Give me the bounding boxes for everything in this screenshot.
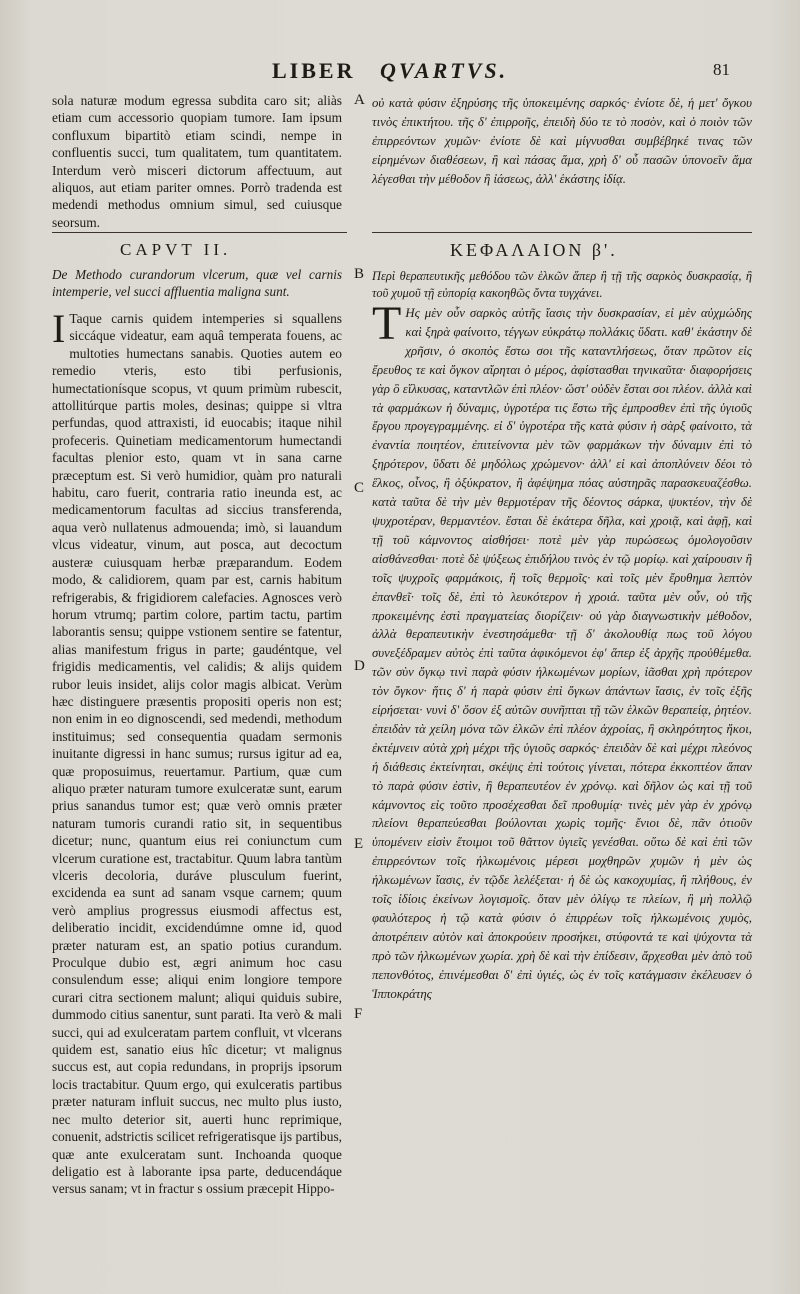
greek-body-paragraph xyxy=(372,297,752,1004)
margin-letter-f: F xyxy=(354,1006,363,1022)
margin-letter-e: E xyxy=(354,836,364,852)
margin-letter-b: B xyxy=(354,266,365,282)
greek-top-text: οὐ κατὰ φύσιν ἐξηρύσης τῆς ὑποκειμένης σαρκός· ἐνίοτε δὲ, ἡ μετ' ὄγκου τινὸς ἐπικτήτου. τῆς δ' ἐπιρροῆς, ἐπειδὴ δύο τε τὸ ποσὸν, καὶ ὁ ποιὸν τῶν ἐπιρρεόντων χυμῶν· ἐνίοτε δὲ καὶ μίγνυσθαι συμβέβηκέ τινας τῶν εἰρημένων διαθέσεων, ἢ καὶ πάσας ἅμα, χρὴ δ' οὖ πασῶν ὑπονοεῖν ἅμα λέγεσθαι τὴν μέθοδον ἢ ἰάσεως, ἀλλ' ἑκάστης ἰδίᾳ. xyxy=(372,96,752,186)
latin-body-paragraph xyxy=(52,306,342,1198)
margin-letter-a: A xyxy=(354,92,365,108)
latin-top-text: sola naturæ modum egressa subdita caro sit; aliàs etiam cum accessorio quopiam tumore. Iam ipsum confluxum bipartitò etiam scindi, nempe in confluentis succi, tum qualitatem, tum quantitatem. Interdum verò misceri dictorum affectuum, aut aliquos, aut etiam pariter omnes. Porrò tradenda est medendi methodus omnium simul, sed cuiusque seorsum. xyxy=(52,93,342,230)
greek-chapter-heading: ΚΕΦΑΛΑΙΟΝ β'. xyxy=(450,240,618,260)
greek-top-paragraph xyxy=(372,94,752,189)
margin-letter-c: C xyxy=(354,480,365,496)
latin-body-text: Taque carnis quidem intemperies si squallens siccáque videatur, eam aquâ temperata fouens, ac multoties humectans sanabis. Quoties autem eo remedio vteris, esto tibi perfusionis, humectationísque scopus, vt quum primùm rubescit, attollitúrque partis moles, desinas; quippe si vltra perfundas, quod attraxisti, id euocabis; itaque nihil profeceris. Quinetiam medicamentorum humectandi facultas plenior esto, quam vt in sana carne præceptum est. Si verò humidior, quàm pro naturali habitu, caro fuerit, contraria ratio ineunda est, ac medicamentorum facultas ad siccius transferenda, aqua verò nullatenus admouenda; imò, si lauandum vlcus videatur, vinum, aut posca, aut decoctum austeræ cuiusquam herbæ præparandum. Eodem modo, & calidiorem, quam par est, carnis habitum refrigerabis, & frigidiorem calefacies. Agnosces verò horum vtrumq; partim colore, partim tactu, partim laborantis sensu; quippe vstionem sentire se fatentur, alias manifestum frigus in parte; gaudéntque, vel frigidis medicamentis, vel calidis; & alijs quidem rubor leuis insidet, alijs color magis albicat. Verùm hæc distinguere præsentis propositi operis non est; non enim in eo dignoscendi, sed medendi, methodum instituimus; sed consequentia quadam sermonis inuitante digressi in hanc sumus; rursus igitur ad ea, quæ proposuimus, reuertamur. Partium, quæ cum aliquo præter naturam tumore exulceratæ sunt, earum prius sanandus tumor est; quæ verò omnis præter naturam tumoris curandi ratio sit, in sequentibus dicetur; nunc, quantum eius rei coniunctum cum vlcerum curatione est, tractabitur. Quum labra tantùm vlceris decoloria, duráve plusculum fuerint, excidenda ea sunt ad sanam vsque carnem; quum verò amplius progressus eiusmodi affectus est, deliberatio incidit, excidendúmne omne id, quod præter naturam est, an spatio potius curandum. Proculque dubio est, ægri animum hoc casu consulendum esse; aliqui enim longiore tempore curari citra sectionem malunt; aliqui quiduis subire, dummodo citius sanentur, sunt parati. Ita verò & mali succi, qui ad exulceratam partem confluit, vt vlcerans quidem est, sanatio eius hîc dicetur; vt malignus succus est, aut copia redundans, in proprijs ipsorum locis tractabitur. Quum ergo, qui exulceratis partibus præter naturam influit succus, nec multo plus iusto, nec multo deterior sit, auerti hunc reprimique, conuenit, adstrictis scilicet refrigeratisque ijs partibus, quæ ante exulceratam sunt. Inchoanda quoque deligatio est à laborante ipsa parte, deducendáque versus sanam; vt in fractur s ossium præcepit Hippo- xyxy=(52,311,342,1197)
greek-chapter-subtitle: Περὶ θεραπευτικῆς μεθόδου τῶν ἑλκῶν ἅπερ ἢ τῇ τῆς σαρκὸς δυσκρασίᾳ, ἢ τοῦ χυμοῦ τῇ εὐπορίᾳ κακοηθῶς ὄντα τυγχάνει. xyxy=(372,269,752,300)
latin-body-column xyxy=(52,306,342,1198)
margin-letter-d: D xyxy=(354,658,365,674)
latin-chapter-subtitle: De Methodo curandorum vlcerum, quæ vel carnis intemperie, vel succi affluentia maligna sunt. xyxy=(52,267,342,299)
running-header xyxy=(0,58,800,92)
header-right-word: QVARTVS. xyxy=(380,58,509,83)
latin-dropcap: I xyxy=(52,306,66,351)
greek-body-column xyxy=(372,297,752,1004)
latin-top-paragraph xyxy=(52,92,342,231)
greek-divider xyxy=(372,232,752,233)
header-left-word: LIBER xyxy=(272,58,356,83)
latin-divider xyxy=(52,232,347,233)
greek-dropcap: Τ xyxy=(372,297,402,350)
greek-body-text: Ης μὲν οὖν σαρκὸς αὐτῆς ἴασις τὴν δυσκρασίαν, εἰ μὲν αὐχμώδης καὶ ξηρὰ φαίνοιτο, τέγγων εὐκράτῳ πολλάκις ὕδατι. καθ' ἑκάστην δὲ χρῆσιν, ὁ σκοπὸς ἔστω σοι τῆς καταντλήσεως, ὅταν πρῶτον εἰς ἔρευθος τε καὶ ὄγκον αἴρηται ὁ μέρος, ἀφίστασθαι τηνικαῦτα· διαφορήσεις γὰρ ὃ εἵλκυσας, καταντλῶν ἐπὶ πλέον· ὥστ' οὐδὲν ἔσται σοι πλέον. ἀλλὰ καὶ τὰ φαρμάκων ἡ δύναμις, ὑγροτέρα τις ἔστω τῆς ἐμπροσθεν ἐπὶ τῆς ὑγιοῦς ἔργου προγεγραμμένης. εἰ δ' ὑγροτέρα τῆς κατὰ φύσιν ἡ σὰρξ φαίνοιτο, τὰ ἐναντία ποιητέον, ἐπιτείνοντα μὲν τῶν φαρμάκων τὴν δύναμιν ἐπὶ τὸ ξηρότερον, ὕδατι δὲ μηδόλως χρώμενον· ἀλλ' εἰ καὶ ἀποπλύνειν δέοι τὸ ἕλκος, οἶνος, ἢ ὀξύκρατον, ἢ ἀφέψημα πόας αὐστηρᾶς παρασκευαζέσθω. κατὰ ταῦτα δὲ τὴν μὲν θερμοτέραν τῆς δέοντος σάρκα, ψυκτέον, τὴν δὲ ψυχροτέραν, θερμαντέον. ἔσται δὲ ἑκάτερα δῆλα, καὶ χροιᾷ, καὶ ἀφῇ, καὶ τῇ τοῦ κάμνοντος αἰσθήσει· ποτὲ μὲν γὰρ πυρώσεως ὁμολογοῦσιν αἰσθάνεσθαι· ποτὲ δὲ ψύξεως ἐπιδήλου τινὸς ἐν τῷ μορίῳ. καὶ χαίρουσιν ἢ τοῖς ψυχροῖς φαρμάκοις, ἢ τοῖς θερμοῖς· καὶ τοῖς μὲν ἔρυθημα λεπτὸν ἐπανθεῖ· τοῖς δὲ, ἐπὶ τὸ λευκότερον ἡ χροιά. ταῦτα μὲν οὖν, οὐ τῆς προκειμένης ἐστὶ πραγματείας διορίζειν· οὐ γὰρ διαγνωστικὴν μέθοδον, ἀλλὰ θεραπευτικὴν ἐνεστησάμεθα· τῇ δ' ἀκολουθίᾳ πως τοῦ λόγου συνεξέδραμεν αὐτὸς ἐπὶ ταῦτα ἀφικόμενοι ἐφ' ἅπερ ἐξ ἀρχῆς προὐθέμεθα. τῶν σὺν ὄγκῳ τινὶ παρὰ φύσιν ἡλκωμένων μορίων, ἰᾶσθαι χρὴ πρότερον τὸν ὄγκον· ἥτις δ' ἡ παρὰ φύσιν ἐπὶ ὄγκων ἁπάντων ἴασις, ἐν τοῖς ἐξῆς εἰρήσεται· νυνὶ δ' ὅσον ἐξ αὐτῶν συνῆπται τῇ τῶν ἑλκῶν θεραπείᾳ, ῥητέον. ἐπειδὰν τὰ χείλη μόνα τῶν ἑλκῶν ἐπὶ πλέον ἀχροίας, ἢ σκληρότητος ἥκοι, ἐκτέμνειν αὐτὰ χρὴ μέχρι τῆς ὑγιοῦς σαρκός· ἐπειδὰν δὲ καὶ μέχρι πλεόνος ἡ διάθεσις ἐκτείνηται, σκέψις ἐπὶ τούτοις γίνεται, πότερα ἐκκοπτέον ἅπαν τὸ παρὰ φύσιν ἐστὶν, ἢ θεραπευτέον ἐν χρόνῳ. καὶ δῆλον ὡς καὶ τῇ τοῦ κάμνοντος εἰς τοῦτο προσέχεσθαι δεῖ προθυμίᾳ· τινὲς μὲν γὰρ ἐν χρόνῳ πλείονι θεραπεύεσθαι βούλονται χωρὶς τομῆς· ἔνιοι δὲ, πᾶν ὁτιοῦν ὑπομένειν εἰσὶν ἕτοιμοι τοῦ θᾶττον ὑγιεῖς γενέσθαι. οὕτω δὲ καὶ ἐπὶ τῶν ἐπιρρεόντων τοῖς ἡλκωμένοις μέρεσι μοχθηρῶν χυμῶν ἡ μὲν ὡς ἡλκωμένων ἴασις, ἐν τῷδε λελέξεται· ἡ δὲ ὡς κακοχυμίας, ἢ πλήθους, ἐν τοῖς ἰδίοις ἐκείνων λογισμοῖς. ὅταν μὲν ὀλίγῳ τε πλείων, ἢ μὴ πολλῷ φαυλότερος ἡ τῷ κατὰ φύσιν ὁ ἐπιρρέων τοῖς ἡλκωμένοις χυμὸς, ἀποτρέπειν αὐτὸν καὶ ἀποκρούειν προσήκει, στύφοντά τε καὶ ψύχοντα τὰ πρὸ τῶν ἡλκωμένων χωρία. χρὴ δὲ καὶ τὴν ἐπίδεσιν, ἄρχεσθαι μὲν ἀπὸ τοῦ πεπονθότος, ἐπινέμεσθαι δ' ἐπὶ ὑγιές, ὡς ἐν τοῖς κατάγμασιν ἐκέλευσεν ὁ Ἱπποκράτης xyxy=(372,306,752,1001)
page-number: 81 xyxy=(713,60,730,79)
latin-chapter-heading: CAPVT II. xyxy=(120,240,232,259)
